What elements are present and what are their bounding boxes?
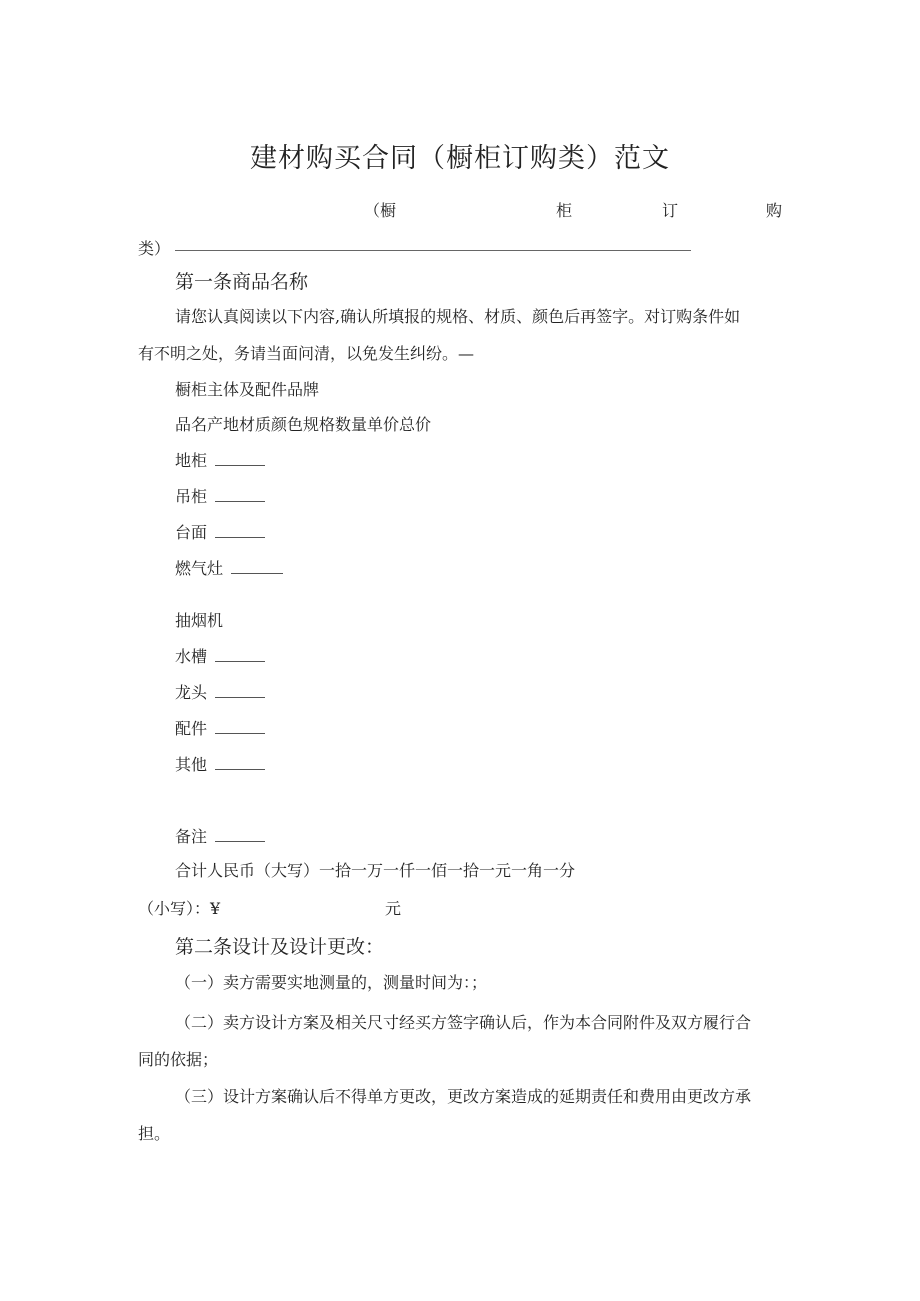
item-row (175, 611, 223, 631)
fill-blank[interactable] (231, 559, 283, 574)
section2-para-3-line-2: 担。 (138, 1124, 171, 1143)
item-row (175, 451, 265, 471)
subtitle-fill-line (175, 250, 691, 251)
total-lower-unit: 元 (385, 899, 402, 918)
item-row (175, 487, 265, 507)
item-row (175, 827, 265, 847)
section2-heading: 第二条设计及设计更改： (175, 936, 385, 958)
item-label: 台面 (175, 523, 208, 542)
subtitle-char-1: （橱 (364, 201, 397, 220)
brand-label: 橱柜主体及配件品牌 (175, 380, 320, 399)
subtitle-char-4: 购 (766, 201, 783, 220)
item-row (175, 719, 265, 739)
section1-heading: 第一条商品名称 (175, 271, 309, 293)
fill-blank[interactable] (215, 487, 265, 502)
section2-para-3-line-1: （三）设计方案确认后不得单方更改，更改方案造成的延期责任和费用由更改方承 (175, 1087, 752, 1106)
item-row (175, 647, 265, 667)
subtitle-char-3: 订 (662, 201, 679, 220)
section2-para-2-line-1: （二）卖方设计方案及相关尺寸经买方签字确认后，作为本合同附件及双方履行合 (175, 1013, 752, 1032)
section2-para-2-line-2: 同的依据； (138, 1050, 219, 1069)
fill-blank[interactable] (215, 683, 265, 698)
subtitle-char-2: 柜 (556, 201, 573, 220)
item-row (175, 523, 265, 543)
item-label: 地柜 (175, 451, 208, 470)
fill-blank[interactable] (215, 451, 265, 466)
item-label: 配件 (175, 719, 208, 738)
item-label: 抽烟机 (175, 611, 224, 630)
fill-blank[interactable] (215, 827, 265, 842)
item-label: 燃气灶 (175, 559, 224, 578)
item-label: 其他 (175, 755, 208, 774)
section2-para-1: （一）卖方需要实地测量的，测量时间为：； (175, 973, 488, 992)
item-label: 水槽 (175, 647, 208, 666)
item-label: 备注 (175, 827, 208, 846)
item-row (175, 559, 283, 579)
item-row (175, 755, 265, 775)
document-title: 建材购买合同（橱柜订购类）范文 (250, 143, 670, 174)
intro-line-2: 有不明之处，务请当面问清，以免发生纠纷。— (138, 344, 475, 363)
intro-line-1: 请您认真阅读以下内容,确认所填报的规格、材质、颜色后再签字。对订购条件如 (175, 307, 741, 326)
item-label: 吊柜 (175, 487, 208, 506)
total-upper: 合计人民币（大写）一拾一万一仟一佰一拾一元一角一分 (175, 861, 576, 880)
fill-blank[interactable] (215, 647, 265, 662)
item-row (175, 683, 265, 703)
subtitle-line2: 类） (138, 239, 171, 258)
fill-blank[interactable] (215, 755, 265, 770)
item-label: 龙头 (175, 683, 208, 702)
columns-label: 品名产地材质颜色规格数量单价总价 (175, 415, 432, 434)
total-lower-prefix: （小写）：¥ (138, 899, 221, 918)
fill-blank[interactable] (215, 719, 265, 734)
fill-blank[interactable] (215, 523, 265, 538)
